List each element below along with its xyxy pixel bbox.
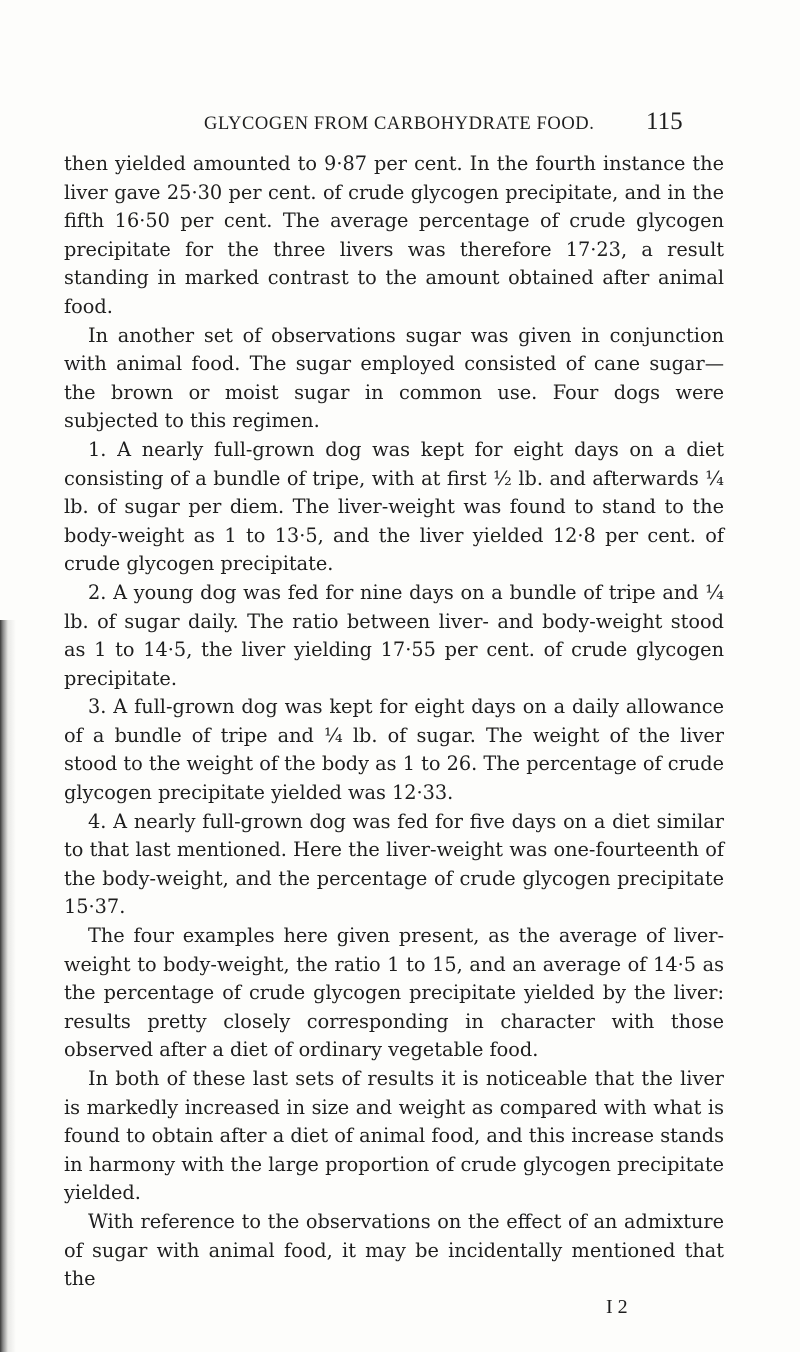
paragraph-sugar-observations: In another set of observations sugar was given in conjunction with animal food. The sugar employed consisted of cane sugar—the brown or moist sugar in common use. Four dogs were subjected to this regimen.	[64, 323, 724, 433]
running-head: GLYCOGEN FROM CARBOHYDRATE FOOD.	[204, 114, 595, 134]
paragraph-admixture: With reference to the observations on the effect of an admixture of sugar with animal food, it may be incidentally mentioned that the	[64, 1209, 724, 1291]
body-text	[64, 150, 724, 1294]
signature-mark: I 2	[606, 1296, 628, 1318]
paragraph-case-4: 4. A nearly full-grown dog was fed for five days on a diet similar to that last mentioned. Here the liver-weight was one-fourteenth of the body-weight, and the percentage of crude glycogen precipitate 15·37.	[64, 809, 724, 919]
paragraph-case-2: 2. A young dog was fed for nine days on a bundle of tripe and ¼ lb. of sugar daily. The ratio between liver- and body-weight stood as 1 to 14·5, the liver yielding 17·55 per cent. of crude glycogen precipitate.	[64, 580, 724, 690]
paragraph-liver-size: In both of these last sets of results it is noticeable that the liver is markedly increased in size and weight as compared with what is found to obtain after a diet of animal food, and this increase stands in harmony with the large proportion of crude glycogen precipitate yielded.	[64, 1067, 724, 1205]
page-header	[0, 108, 800, 138]
paragraph-continuation: then yielded amounted to 9·87 per cent. In the fourth instance the liver gave 25·30 per cent. of crude glycogen precipitate, and in the fifth 16·50 per cent. The average percentage of crude glycogen precipitate for the three livers was therefore 17·23, a result standing in marked contrast to the amount obtained after animal food.	[64, 152, 724, 318]
binding-shadow	[0, 620, 16, 1352]
paragraph-summary: The four examples here given present, as the average of liver-weight to body-weight, the ratio 1 to 15, and an average of 14·5 as the percentage of crude glycogen precipitate yielded by the liver: results pretty closely corresponding in character with those observed after a diet of ordinary vegetable food.	[64, 924, 724, 1062]
paragraph-case-3: 3. A full-grown dog was kept for eight days on a daily allowance of a bundle of tripe and ¼ lb. of sugar. The weight of the liver stood to the weight of the body as 1 to 26. The percentage of crude glycogen precipitate yielded was 12·33.	[64, 695, 724, 805]
paragraph-case-1: 1. A nearly full-grown dog was kept for eight days on a diet consisting of a bundle of tripe, with at first ½ lb. and afterwards ¼ lb. of sugar per diem. The liver-weight was found to stand to the body-weight as 1 to 13·5, and the liver yielded 12·8 per cent. of crude glycogen precipitate.	[64, 437, 724, 576]
page-number: 115	[646, 108, 683, 135]
